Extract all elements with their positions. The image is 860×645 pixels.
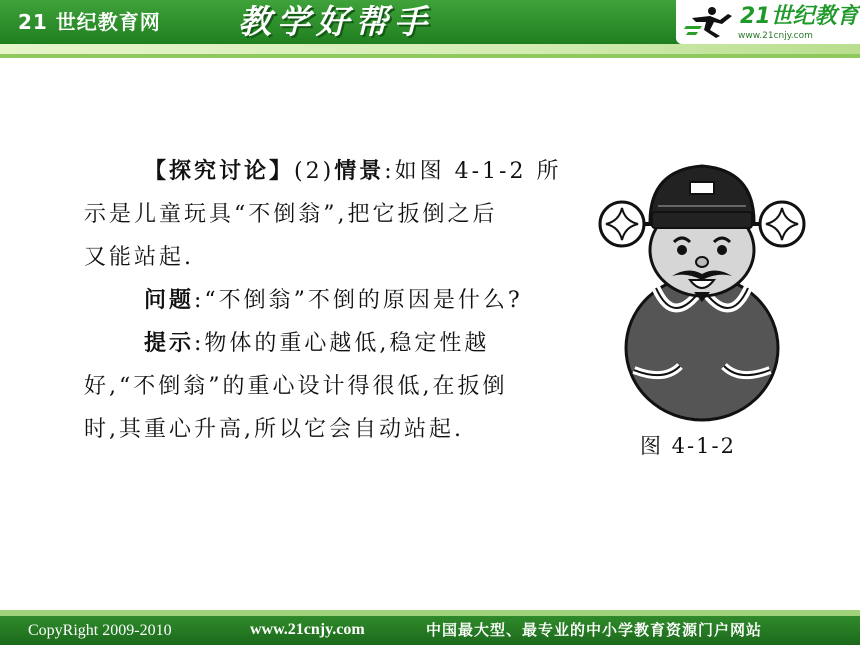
- lesson-text: [84, 150, 584, 451]
- logo-text: 21世纪教育: [740, 4, 859, 29]
- runner-logo-icon: [684, 4, 740, 40]
- copyright-text: CopyRight 2009-2010: [28, 622, 172, 639]
- text-line-7: 时,其重心升高,所以它会自动站起.: [84, 417, 464, 442]
- site-logo[interactable]: [676, 0, 860, 44]
- explore-label: 【探究讨论】: [144, 159, 295, 184]
- hint-line: [84, 322, 584, 365]
- text-line-1: [84, 150, 584, 193]
- hint-label: 提示: [144, 331, 195, 356]
- tumbler-doll-icon: [594, 138, 810, 428]
- scenario-label: 情景: [334, 159, 385, 184]
- question-text: :“不倒翁”不倒的原因是什么?: [194, 288, 523, 313]
- site-name: 21 世纪教育网: [18, 10, 161, 34]
- question-label: 问题: [144, 288, 195, 313]
- figure-caption: 图 4-1-2: [640, 434, 736, 458]
- text-line-2: 示是儿童玩具“不倒翁”,把它扳倒之后: [84, 202, 498, 227]
- footer-motto: 中国最大型、最专业的中小学教育资源门户网站: [426, 621, 763, 639]
- footer-banner: [0, 616, 860, 645]
- question-line: [84, 279, 584, 322]
- logo-url: www.21cnjy.com: [738, 31, 813, 41]
- hint-text: :物体的重心越低,稳定性越: [194, 331, 490, 356]
- footer-url-link[interactable]: www.21cnjy.com: [250, 621, 365, 638]
- header-stripe-line: [0, 54, 860, 58]
- header-stripe: [0, 44, 860, 54]
- header-banner: [0, 0, 860, 58]
- explore-number: (2): [294, 159, 335, 184]
- scenario-text: :如图 4-1-2 所: [384, 159, 562, 184]
- tumbler-doll-figure: [594, 138, 810, 428]
- text-line-3: 又能站起.: [84, 245, 194, 270]
- text-line-6: 好,“不倒翁”的重心设计得很低,在扳倒: [84, 374, 508, 399]
- slogan: 教学好帮手: [238, 2, 433, 41]
